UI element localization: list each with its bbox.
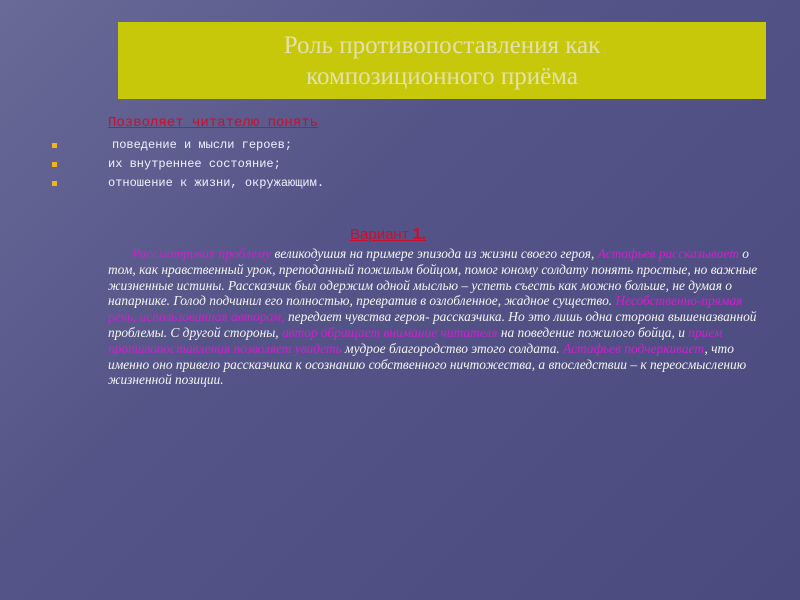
highlight-phrase: Рассматривая проблему <box>132 246 272 261</box>
slide-title-line-2: композиционного приёма <box>306 62 578 90</box>
square-bullet-icon <box>52 181 57 186</box>
square-bullet-icon <box>52 143 57 148</box>
variant-number: 1. <box>412 226 427 243</box>
highlight-phrase: прием противопоставления позволяет увидеть <box>108 324 723 356</box>
variant-label: Вариант <box>350 226 413 243</box>
slide-title-line-1: Роль противопоставления как <box>283 31 601 59</box>
bullet-text: отношение к жизни, окружающим. <box>108 176 325 190</box>
title-banner <box>118 22 766 99</box>
paragraph-text: на поведение пожилого бойца, и <box>497 324 689 340</box>
paragraph-text: мудрое благородство этого солдата. <box>341 340 564 356</box>
intro-heading: Позволяет читателю понять <box>108 115 319 131</box>
square-bullet-icon <box>52 162 57 167</box>
bullet-text: их внутреннее состояние; <box>108 157 281 171</box>
paragraph-text: , что именно оно привело рассказчика к осознанию собственного ничтожества, а впоследствии – к переосмыслению жизненной позиции. <box>108 340 747 388</box>
variant-heading <box>350 226 426 244</box>
paragraph-text: передает чувства героя- рассказчика. Но это лишь одна сторона вышеназванной проблемы. С другой стороны, <box>108 309 757 340</box>
highlight-phrase: автор обращает внимание читателя <box>282 324 498 340</box>
highlight-phrase: Несобственно-прямая речь, использованная автором, <box>108 293 743 325</box>
paragraph-text: великодушия на примере эпизода из жизни своего героя, <box>271 246 598 261</box>
highlight-phrase: Астафьев рассказывает <box>597 246 739 261</box>
highlight-phrase: Астафьев подчеркивает <box>563 340 705 356</box>
bullet-text: поведение и мысли героев; <box>112 138 293 152</box>
essay-paragraph <box>108 246 768 388</box>
paragraph-text: о том, как нравственный урок, преподанный пожилым бойцом, помог юному солдату понять простые, но важные жизненные истины. Рассказчик был одержим одной мыслью – успеть съесть как можно больше, не думая о напарнике. Голод подчинил его полностью, превратив в озлобленное, жадное существо. <box>108 246 758 309</box>
